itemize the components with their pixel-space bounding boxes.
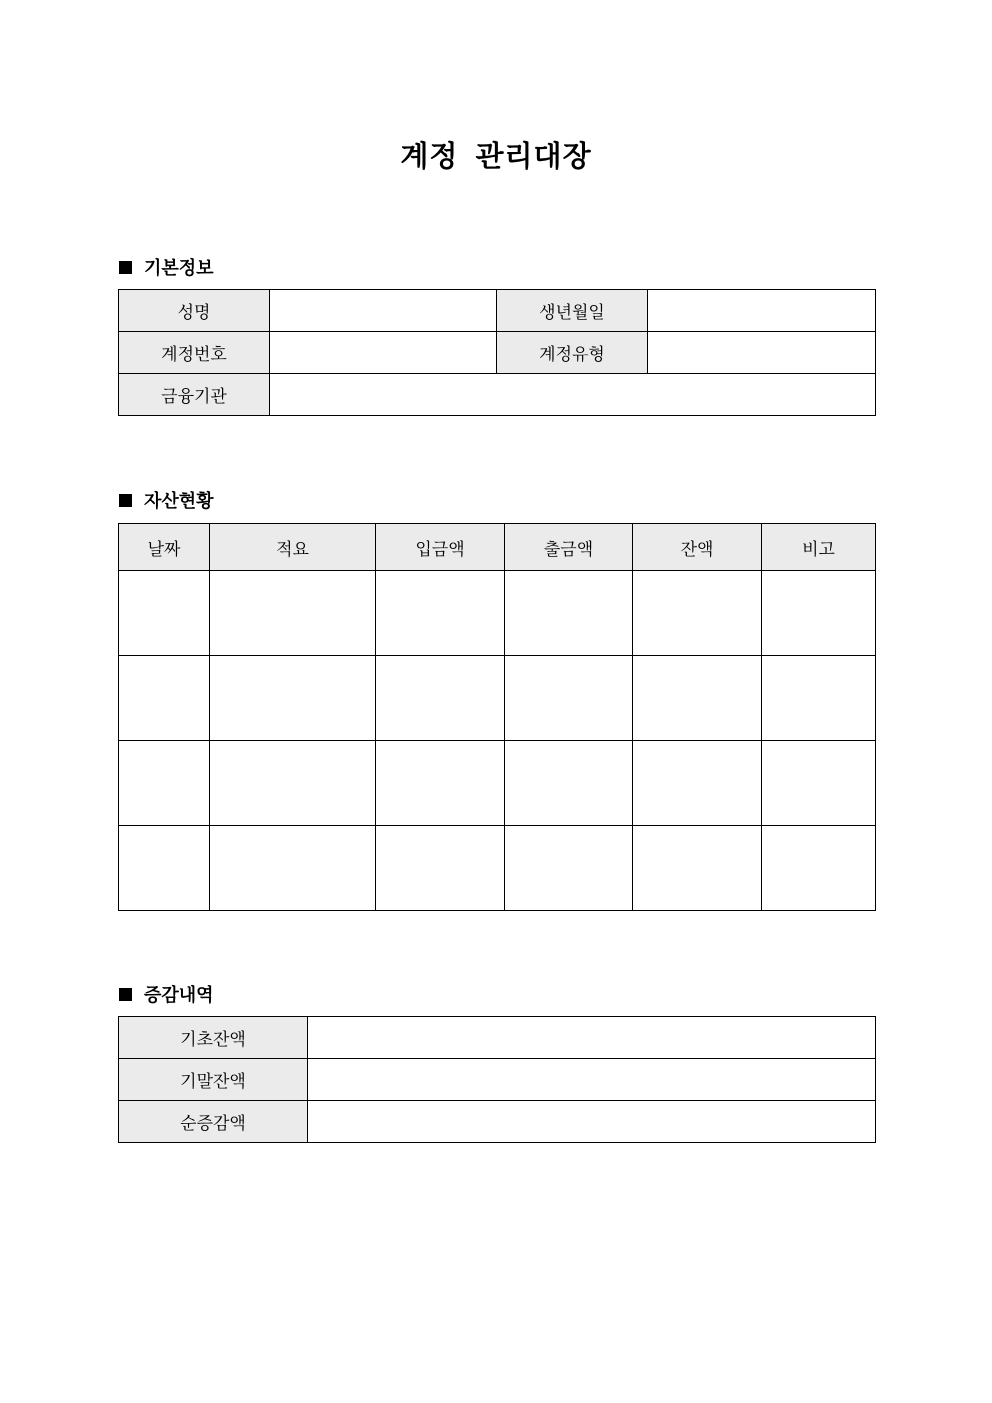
column-header-remarks: 비고	[762, 524, 876, 571]
account-number-field[interactable]	[270, 332, 497, 374]
remarks-cell[interactable]	[762, 741, 876, 826]
closing-balance-label: 기말잔액	[119, 1059, 308, 1101]
section-heading-change-details	[119, 981, 214, 1007]
table-row	[119, 290, 876, 332]
account-number-label: 계정번호	[119, 332, 270, 374]
table-row	[119, 826, 876, 911]
description-cell[interactable]	[210, 826, 376, 911]
table-header-row	[119, 524, 876, 571]
column-header-date: 날짜	[119, 524, 210, 571]
name-field[interactable]	[270, 290, 497, 332]
balance-cell[interactable]	[633, 826, 762, 911]
section-heading-asset-status	[119, 487, 214, 513]
basic-info-table	[118, 289, 876, 416]
opening-balance-label: 기초잔액	[119, 1017, 308, 1059]
date-cell[interactable]	[119, 826, 210, 911]
section-heading-basic-info	[119, 254, 214, 280]
section-heading-label: 기본정보	[144, 258, 214, 279]
net-change-label: 순증감액	[119, 1101, 308, 1143]
section-heading-label: 자산현황	[144, 491, 214, 512]
table-row	[119, 332, 876, 374]
column-header-description: 적요	[210, 524, 376, 571]
remarks-cell[interactable]	[762, 826, 876, 911]
withdrawal-cell[interactable]	[505, 741, 633, 826]
description-cell[interactable]	[210, 656, 376, 741]
withdrawal-cell[interactable]	[505, 826, 633, 911]
withdrawal-cell[interactable]	[505, 571, 633, 656]
table-row	[119, 741, 876, 826]
closing-balance-field[interactable]	[308, 1059, 876, 1101]
description-cell[interactable]	[210, 571, 376, 656]
column-header-balance: 잔액	[633, 524, 762, 571]
deposit-cell[interactable]	[376, 656, 505, 741]
deposit-cell[interactable]	[376, 571, 505, 656]
balance-cell[interactable]	[633, 741, 762, 826]
institution-label: 금융기관	[119, 374, 270, 416]
table-row	[119, 571, 876, 656]
square-bullet-icon	[119, 261, 132, 274]
asset-status-table	[118, 523, 876, 911]
square-bullet-icon	[119, 988, 132, 1001]
table-row	[119, 1101, 876, 1143]
opening-balance-field[interactable]	[308, 1017, 876, 1059]
column-header-withdrawal: 출금액	[505, 524, 633, 571]
balance-cell[interactable]	[633, 571, 762, 656]
date-cell[interactable]	[119, 656, 210, 741]
table-row	[119, 1017, 876, 1059]
date-cell[interactable]	[119, 741, 210, 826]
remarks-cell[interactable]	[762, 656, 876, 741]
square-bullet-icon	[119, 494, 132, 507]
balance-cell[interactable]	[633, 656, 762, 741]
page-title: 계정 관리대장	[400, 139, 592, 173]
net-change-field[interactable]	[308, 1101, 876, 1143]
birth-date-label: 생년월일	[497, 290, 648, 332]
table-row	[119, 1059, 876, 1101]
account-type-label: 계정유형	[497, 332, 648, 374]
name-label: 성명	[119, 290, 270, 332]
table-row	[119, 374, 876, 416]
description-cell[interactable]	[210, 741, 376, 826]
institution-field[interactable]	[270, 374, 876, 416]
section-heading-label: 증감내역	[144, 985, 214, 1006]
column-header-deposit: 입금액	[376, 524, 505, 571]
withdrawal-cell[interactable]	[505, 656, 633, 741]
date-cell[interactable]	[119, 571, 210, 656]
change-details-table	[118, 1016, 876, 1143]
table-row	[119, 656, 876, 741]
birth-date-field[interactable]	[648, 290, 876, 332]
deposit-cell[interactable]	[376, 741, 505, 826]
deposit-cell[interactable]	[376, 826, 505, 911]
account-type-field[interactable]	[648, 332, 876, 374]
remarks-cell[interactable]	[762, 571, 876, 656]
